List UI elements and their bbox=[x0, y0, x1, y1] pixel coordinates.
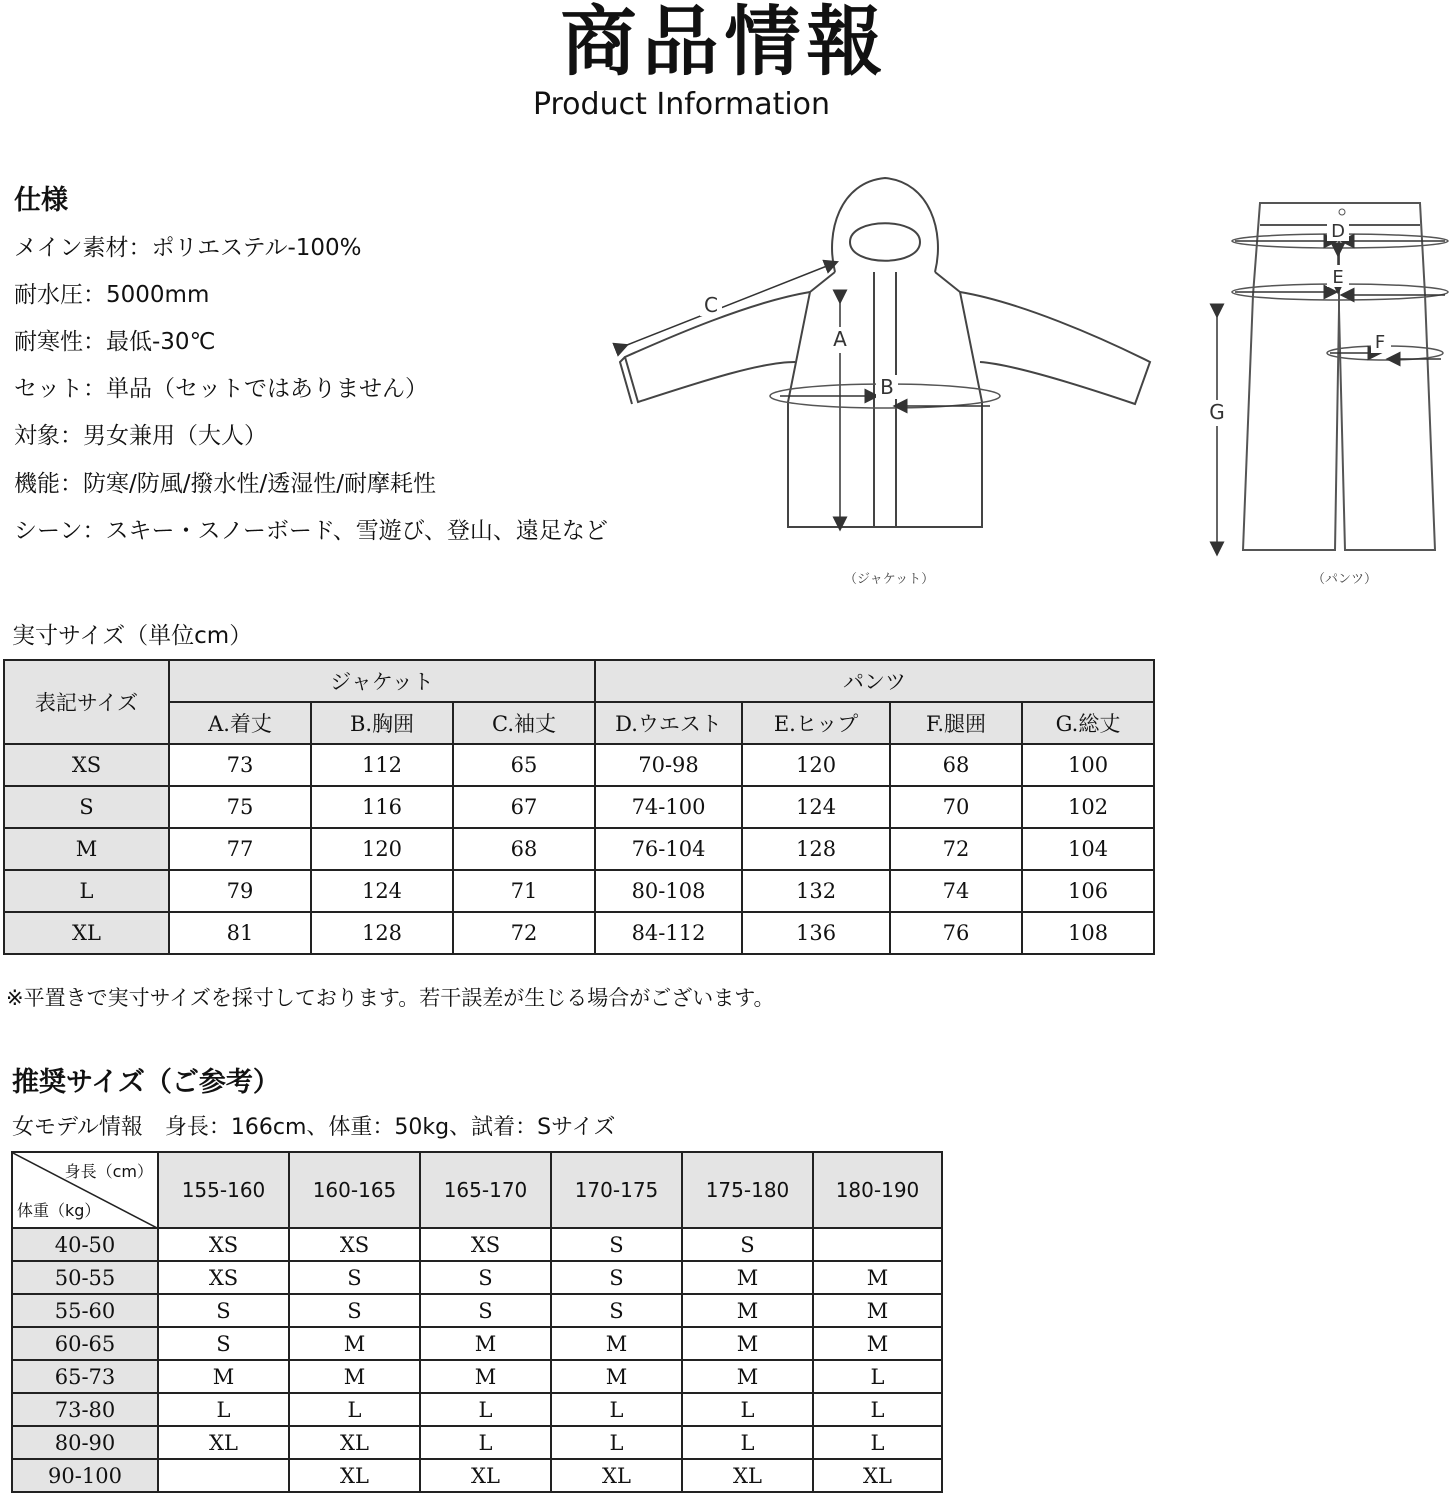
size-value-cell: 68 bbox=[453, 828, 595, 870]
label-c: C bbox=[704, 293, 718, 317]
recommend-size-cell: M bbox=[682, 1294, 813, 1327]
weight-label-cell: 40-50 bbox=[12, 1228, 158, 1261]
recommend-size-cell: S bbox=[289, 1294, 420, 1327]
recommend-size-cell: L bbox=[289, 1393, 420, 1426]
label-d: D bbox=[1331, 221, 1345, 242]
recommend-size-cell: M bbox=[551, 1327, 682, 1360]
recommend-size-cell: M bbox=[682, 1261, 813, 1294]
size-label-cell: XL bbox=[4, 912, 169, 954]
recommend-size-cell: S bbox=[289, 1261, 420, 1294]
recommend-size-cell bbox=[813, 1228, 942, 1261]
col-a: A.着丈 bbox=[169, 702, 311, 744]
size-value-cell: 116 bbox=[311, 786, 453, 828]
size-label-cell: M bbox=[4, 828, 169, 870]
recommend-size-cell: M bbox=[289, 1360, 420, 1393]
weight-label-cell: 73-80 bbox=[12, 1393, 158, 1426]
table-row bbox=[12, 1261, 942, 1294]
spec-heading: 仕様 bbox=[14, 185, 68, 216]
corner-cell bbox=[12, 1152, 158, 1228]
size-value-cell: 102 bbox=[1022, 786, 1154, 828]
jacket-diagram bbox=[610, 172, 1170, 542]
size-value-cell: 74-100 bbox=[595, 786, 742, 828]
recommend-size-cell: XL bbox=[551, 1459, 682, 1492]
weight-label-cell: 80-90 bbox=[12, 1426, 158, 1459]
recommend-size-cell: S bbox=[420, 1261, 551, 1294]
recommend-size-cell: L bbox=[813, 1426, 942, 1459]
size-value-cell: 128 bbox=[742, 828, 890, 870]
recommend-size-cell: L bbox=[420, 1426, 551, 1459]
size-value-cell: 100 bbox=[1022, 744, 1154, 786]
col-g: G.総丈 bbox=[1022, 702, 1154, 744]
size-header-cell: 表記サイズ bbox=[4, 660, 169, 744]
weight-label-cell: 50-55 bbox=[12, 1261, 158, 1294]
size-value-cell: 81 bbox=[169, 912, 311, 954]
page-subtitle: Product Information bbox=[532, 87, 831, 122]
size-value-cell: 80-108 bbox=[595, 870, 742, 912]
table-row bbox=[12, 1426, 942, 1459]
size-label-cell: XS bbox=[4, 744, 169, 786]
pants-caption: （パンツ） bbox=[1312, 572, 1378, 587]
size-value-cell: 72 bbox=[890, 828, 1022, 870]
recommend-size-cell: S bbox=[158, 1327, 289, 1360]
size-value-cell: 104 bbox=[1022, 828, 1154, 870]
recommend-size-cell: M bbox=[551, 1360, 682, 1393]
group-pants: パンツ bbox=[595, 660, 1154, 702]
recommend-size-cell: XL bbox=[158, 1426, 289, 1459]
size-value-cell: 70 bbox=[890, 786, 1022, 828]
page-title: 商品情報 bbox=[560, 0, 889, 86]
recommend-size-cell: XL bbox=[682, 1459, 813, 1492]
size-value-cell: 108 bbox=[1022, 912, 1154, 954]
col-e: E.ヒップ bbox=[742, 702, 890, 744]
spec-water-pressure: 耐水圧：5000mm bbox=[14, 282, 210, 308]
size-value-cell: 72 bbox=[453, 912, 595, 954]
height-header-cell: 160-165 bbox=[289, 1152, 420, 1228]
weight-label-cell: 90-100 bbox=[12, 1459, 158, 1492]
table-row bbox=[4, 786, 1154, 828]
table-row bbox=[12, 1360, 942, 1393]
spec-cold-resistance: 耐寒性：最低-30℃ bbox=[14, 329, 216, 355]
size-table bbox=[3, 659, 1155, 955]
pants-diagram bbox=[1195, 195, 1449, 565]
size-value-cell: 128 bbox=[311, 912, 453, 954]
spec-target: 対象：男女兼用（大人） bbox=[14, 423, 267, 449]
recommend-table bbox=[11, 1151, 943, 1493]
label-b: B bbox=[880, 375, 894, 399]
corner-weight-label: 体重（kg） bbox=[17, 1201, 101, 1220]
table-row bbox=[4, 744, 1154, 786]
col-d: D.ウエスト bbox=[595, 702, 742, 744]
recommend-size-cell: S bbox=[551, 1228, 682, 1261]
col-c: C.袖丈 bbox=[453, 702, 595, 744]
size-value-cell: 106 bbox=[1022, 870, 1154, 912]
recommend-size-cell: S bbox=[551, 1294, 682, 1327]
recommend-size-cell: L bbox=[813, 1360, 942, 1393]
label-a: A bbox=[833, 327, 847, 351]
recommend-size-cell: S bbox=[682, 1228, 813, 1261]
spec-function: 機能：防寒/防風/撥水性/透湿性/耐摩耗性 bbox=[14, 471, 436, 497]
size-value-cell: 75 bbox=[169, 786, 311, 828]
table-row bbox=[12, 1393, 942, 1426]
size-value-cell: 124 bbox=[742, 786, 890, 828]
recommend-size-cell: XL bbox=[813, 1459, 942, 1492]
weight-label-cell: 60-65 bbox=[12, 1327, 158, 1360]
label-f: F bbox=[1374, 332, 1386, 353]
recommend-size-cell: M bbox=[813, 1261, 942, 1294]
model-info: 女モデル情報 身長：166cm、体重：50kg、試着：Sサイズ bbox=[12, 1115, 616, 1140]
recommend-size-cell: S bbox=[551, 1261, 682, 1294]
size-value-cell: 124 bbox=[311, 870, 453, 912]
size-value-cell: 76-104 bbox=[595, 828, 742, 870]
size-value-cell: 132 bbox=[742, 870, 890, 912]
size-value-cell: 76 bbox=[890, 912, 1022, 954]
table-row bbox=[4, 828, 1154, 870]
recommend-size-cell: L bbox=[682, 1393, 813, 1426]
size-value-cell: 84-112 bbox=[595, 912, 742, 954]
height-header-cell: 165-170 bbox=[420, 1152, 551, 1228]
table-row bbox=[4, 870, 1154, 912]
recommend-size-cell: XS bbox=[289, 1228, 420, 1261]
table-row bbox=[12, 1294, 942, 1327]
size-value-cell: 70-98 bbox=[595, 744, 742, 786]
recommend-size-cell: XL bbox=[420, 1459, 551, 1492]
spec-scene: シーン：スキー・スノーボード、雪遊び、登山、遠足など bbox=[14, 518, 608, 544]
table-row bbox=[12, 1327, 942, 1360]
recommend-size-cell: M bbox=[420, 1360, 551, 1393]
size-value-cell: 136 bbox=[742, 912, 890, 954]
recommend-size-cell: M bbox=[289, 1327, 420, 1360]
size-table-label: 実寸サイズ（単位cm） bbox=[12, 623, 253, 649]
corner-height-label: 身長（cm） bbox=[64, 1162, 153, 1181]
size-value-cell: 77 bbox=[169, 828, 311, 870]
size-value-cell: 120 bbox=[742, 744, 890, 786]
recommend-size-cell bbox=[158, 1459, 289, 1492]
recommend-size-cell: XL bbox=[289, 1459, 420, 1492]
size-value-cell: 74 bbox=[890, 870, 1022, 912]
table-row bbox=[12, 1459, 942, 1492]
weight-label-cell: 55-60 bbox=[12, 1294, 158, 1327]
recommend-size-cell: XS bbox=[158, 1228, 289, 1261]
size-value-cell: 71 bbox=[453, 870, 595, 912]
size-value-cell: 67 bbox=[453, 786, 595, 828]
recommend-size-cell: L bbox=[682, 1426, 813, 1459]
recommend-size-cell: L bbox=[551, 1426, 682, 1459]
col-b: B.胸囲 bbox=[311, 702, 453, 744]
recommend-size-cell: M bbox=[813, 1294, 942, 1327]
recommend-size-cell: M bbox=[420, 1327, 551, 1360]
recommend-size-cell: L bbox=[420, 1393, 551, 1426]
weight-label-cell: 65-73 bbox=[12, 1360, 158, 1393]
recommend-size-cell: M bbox=[682, 1360, 813, 1393]
table-row bbox=[12, 1228, 942, 1261]
recommend-size-cell: L bbox=[813, 1393, 942, 1426]
jacket-caption: （ジャケット） bbox=[844, 572, 935, 587]
recommend-size-cell: S bbox=[420, 1294, 551, 1327]
recommend-size-cell: L bbox=[551, 1393, 682, 1426]
size-value-cell: 65 bbox=[453, 744, 595, 786]
size-value-cell: 73 bbox=[169, 744, 311, 786]
size-label-cell: S bbox=[4, 786, 169, 828]
size-value-cell: 68 bbox=[890, 744, 1022, 786]
table-row bbox=[4, 912, 1154, 954]
recommend-size-cell: XL bbox=[289, 1426, 420, 1459]
spec-material: メイン素材：ポリエステル-100% bbox=[14, 235, 362, 261]
size-table-note: ※平置きで実寸サイズを採寸しております。若干誤差が生じる場合がございます。 bbox=[6, 986, 775, 1010]
recommend-size-cell: XS bbox=[420, 1228, 551, 1261]
recommend-size-cell: XS bbox=[158, 1261, 289, 1294]
recommend-heading: 推奨サイズ（ご参考） bbox=[12, 1067, 280, 1098]
spec-set: セット：単品（セットではありません） bbox=[14, 376, 428, 402]
size-label-cell: L bbox=[4, 870, 169, 912]
size-value-cell: 112 bbox=[311, 744, 453, 786]
size-value-cell: 79 bbox=[169, 870, 311, 912]
size-value-cell: 120 bbox=[311, 828, 453, 870]
height-header-cell: 175-180 bbox=[682, 1152, 813, 1228]
recommend-size-cell: L bbox=[158, 1393, 289, 1426]
col-f: F.腿囲 bbox=[890, 702, 1022, 744]
label-g: G bbox=[1209, 400, 1225, 424]
height-header-cell: 155-160 bbox=[158, 1152, 289, 1228]
label-e: E bbox=[1332, 267, 1344, 288]
recommend-size-cell: M bbox=[682, 1327, 813, 1360]
group-jacket: ジャケット bbox=[169, 660, 595, 702]
recommend-size-cell: M bbox=[158, 1360, 289, 1393]
height-header-cell: 180-190 bbox=[813, 1152, 942, 1228]
height-header-cell: 170-175 bbox=[551, 1152, 682, 1228]
recommend-size-cell: M bbox=[813, 1327, 942, 1360]
recommend-size-cell: S bbox=[158, 1294, 289, 1327]
